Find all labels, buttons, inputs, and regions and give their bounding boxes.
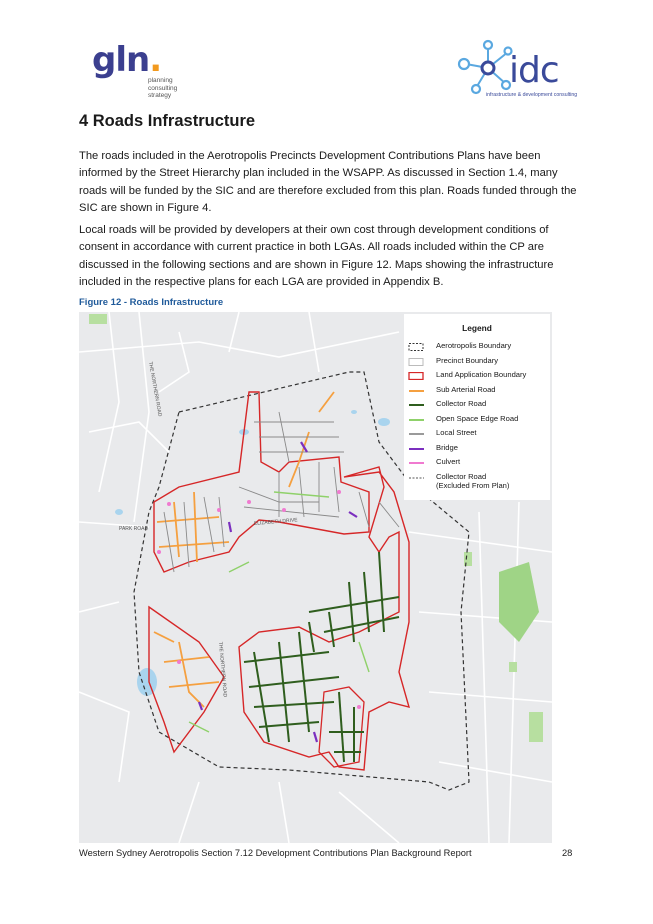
legend-symbol (408, 445, 430, 453)
map-road-label-northern-road: THE NORTHERN ROAD (147, 361, 163, 417)
legend-label: Bridge (436, 442, 458, 452)
legend-label: Aerotropolis Boundary (436, 341, 512, 350)
idc-logo (452, 38, 582, 104)
body-paragraph: Local roads will be provided by developers at their own cost through development conditions of consent in accordance with current practice in both LGAs. All roads included within the CP are discussed in the following sections and are shown in Figure 12. Maps showing the infrastructure included in the respective plans for each LGA are provided in Appendix B. (79, 224, 554, 289)
map-road-label-northern-road-south: THE NORTHERN ROAD (217, 641, 228, 698)
body-paragraph: The roads included in the Aerotropolis Precincts Development Contributions Plans have been informed by the Street Hierarchy plan included in the WSAPP. As discussed in Section 1.4, many roads will be funded by the SIC and are therefore excluded from this plan. Roads funded through the SIC are shown in Figure 4. (79, 150, 577, 215)
legend-item (408, 340, 548, 353)
legend-item (408, 471, 548, 490)
legend-label: Land Application Boundary (436, 370, 527, 379)
legend-label: Open Space Edge Road (436, 413, 519, 423)
legend-item (408, 355, 548, 368)
legend-label: Sub Arterial Road (436, 384, 496, 394)
gln-logo (92, 40, 212, 104)
legend-label: Collector Road (Excluded From Plan) (436, 471, 510, 490)
figure-caption: Figure 12 - Roads Infrastructure (79, 297, 224, 308)
legend-label: Collector Road (436, 399, 487, 408)
map-road-label-elizabeth-drive: ELIZABETH DRIVE (253, 517, 298, 527)
footer-text: Western Sydney Aerotropolis Section 7.12 Development Contributions Plan Background Report (79, 848, 472, 858)
legend-label: Precinct Boundary (436, 355, 499, 365)
legend-title: Legend (462, 323, 492, 333)
map-legend (404, 314, 550, 500)
legend-symbol (408, 474, 430, 482)
idc-logo-word: idc (509, 50, 559, 91)
legend-item (408, 442, 548, 455)
legend-item (408, 398, 548, 411)
legend-symbol (408, 372, 430, 380)
legend-symbol (408, 387, 430, 395)
page-number: 28 (562, 848, 573, 858)
legend-item (408, 427, 548, 440)
idc-network-icon (452, 38, 514, 98)
legend-item (408, 384, 548, 397)
legend-symbol (408, 430, 430, 438)
legend-item (408, 413, 548, 426)
map-road-label-park-road: PARK ROAD (119, 526, 149, 532)
legend-label: Culvert (436, 457, 461, 466)
legend-symbol (408, 343, 430, 351)
legend-symbol (408, 459, 430, 467)
gln-logo-tagline: planning consulting strategy (148, 77, 178, 99)
gln-logo-word: gln. (92, 40, 162, 80)
idc-logo-tagline: infrastructure & development consulting (486, 92, 578, 98)
legend-symbol (408, 358, 430, 366)
legend-symbol (408, 401, 430, 409)
legend-item (408, 456, 548, 469)
legend-item (408, 369, 548, 382)
section-heading: 4 Roads Infrastructure (79, 112, 256, 130)
legend-symbol (408, 416, 430, 424)
legend-label: Local Street (436, 428, 477, 437)
